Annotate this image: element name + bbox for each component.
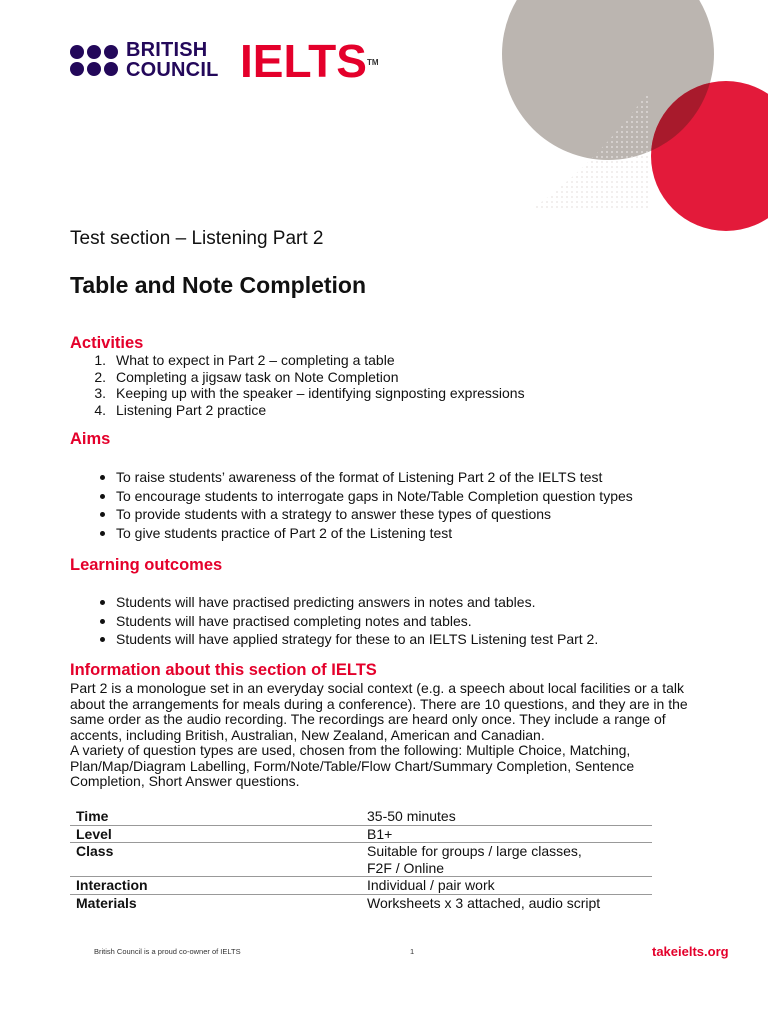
list-item: To give students practice of Part 2 of the Listening test [98,524,633,543]
table-cell-label: Level [70,825,361,843]
list-item: Students will have practised predicting answers in notes and tables. [98,593,598,612]
table-cell-label: Interaction [70,877,361,895]
table-row [70,808,652,825]
trademark-mark: TM [366,58,379,67]
table-cell-value: Individual / pair work [361,877,652,895]
table-cell-value: Worksheets x 3 attached, audio script [367,894,601,911]
table-cell-label: Time [70,808,361,825]
decorative-red-circle [651,81,768,231]
list-item: 1. What to expect in Part 2 – completing a table [94,352,395,368]
footer-note: British Council is a proud co-owner of IELTS [94,947,241,956]
information-paragraph-2: A variety of question types are used, chosen from the following: Multiple Choice, Matching, Plan/Map/Diagram Labelling, Form/Note/Table/Flow Chart/Summary Completion, Sentence Completion, Short Answer questions. [70,742,635,790]
table-row [70,825,652,843]
british-council-logo [70,40,219,80]
bc-logo-line1: BRITISH [126,39,208,61]
table-cell-label: Materials [76,894,137,911]
bc-logo-line2: COUNCIL [126,59,219,81]
aims-heading: Aims [70,430,111,448]
british-council-dots-icon [70,45,118,76]
list-item: Students will have practised completing notes and tables. [98,612,598,631]
table-cell-value: B1+ [361,825,652,843]
decorative-dot-pattern [470,90,650,210]
activities-heading: Activities [70,334,144,352]
learning-outcomes-heading: Learning outcomes [70,556,223,574]
aims-list [98,468,633,542]
page-number: 1 [410,947,415,956]
table-cell-value: 35-50 minutes [361,808,652,825]
ielts-wordmark: IELTS [240,35,367,87]
list-item: 2. Completing a jigsaw task on Note Completion [94,368,399,385]
list-item: To encourage students to interrogate gaps in Note/Table Completion question types [98,487,633,506]
ielts-logo [240,35,379,87]
footer-website-link[interactable]: takeielts.org [652,944,729,959]
learning-outcomes-list [98,593,598,649]
list-item: 4. Listening Part 2 practice [94,401,267,418]
list-item: To provide students with a strategy to answer these types of questions [98,505,633,524]
table-cell-label: Class [70,843,361,877]
information-heading: Information about this section of IELTS [70,661,377,679]
page-title: Table and Note Completion [70,272,367,298]
information-paragraph-1: Part 2 is a monologue set in an everyday social context (e.g. a speech about local facilities or a talk about the arrangements for meals during a conference). There are 10 questions, and they are in the same order as the audio recording. The recordings are heard only once. They include a range of accents, including British, Australian, New Zealand, American and Canadian. [70,680,688,743]
list-item: Students will have applied strategy for these to an IELTS Listening test Part 2. [98,630,598,649]
activities-list [88,352,525,418]
british-council-wordmark [126,40,219,80]
table-cell-value: Suitable for groups / large classes, F2F / Online [361,843,652,877]
list-item: 3. Keeping up with the speaker – identifying signposting expressions [94,385,525,402]
table-row [70,894,652,911]
table-row [70,843,652,877]
lesson-details-table [70,808,652,911]
circle-overlap [651,81,714,160]
section-subtitle: Test section – Listening Part 2 [70,228,324,249]
table-row [70,877,652,895]
list-item: To raise students’ awareness of the format of Listening Part 2 of the IELTS test [98,468,633,487]
